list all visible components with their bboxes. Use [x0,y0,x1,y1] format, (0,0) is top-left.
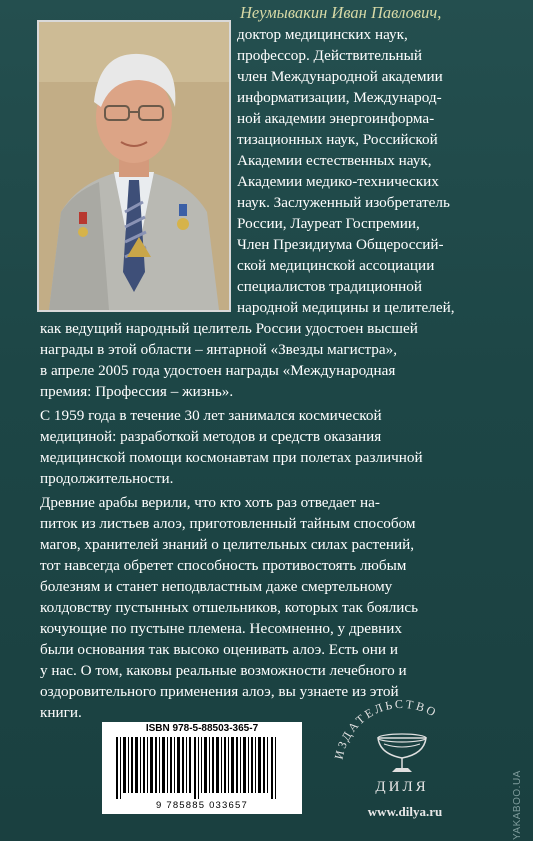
bio-line: премия: Профессия – жизнь». [40,383,234,400]
paragraph-line: книги. [40,704,82,721]
paragraph-line: болезням и станет неподвластным даже смертельному [40,578,393,595]
watermark: YAKABOO.UA [512,770,523,840]
author-photo [37,20,231,312]
bio-line: Член Президиума Общероссий- [237,236,444,253]
publisher-arc-text: ИЗДАТЕЛЬСТВО [331,698,441,761]
bio-line: Академии медико-технических [237,173,439,190]
bio-line: специалистов традиционной [237,278,423,295]
author-name: Неумывакин Иван Павлович, [240,3,442,22]
bio-line: России, Лауреат Госпремии, [237,215,420,232]
bio-line: ной академии энергоинформа- [237,110,435,127]
bio-line: наук. Заслуженный изобретатель [237,194,450,211]
bio-line: тизационных наук, Российской [237,131,438,148]
paragraph-line: медициной: разработкой методов и средств оказания [40,428,382,445]
barcode-digits: 9 785885 033657 [156,800,248,811]
paragraph-line: у нас. О том, каковы реальные возможности лечебного и [40,662,407,679]
publisher-emblem-icon [322,698,482,782]
bio-line: член Международной академии [237,68,443,85]
paragraph-line: тот навсегда обретет способность противостоять любым [40,557,407,574]
publisher-name: ДИЛЯ [375,779,429,795]
barcode-icon [108,737,296,799]
isbn-label: ISBN 978-5-88503-365-7 [145,723,259,734]
bio-line: народной медицины и целителей, [237,299,455,316]
paragraph-line: колдовству пустынных отшельников, которых так боялись [40,599,419,616]
paragraph-line: питок из листьев алоэ, приготовленный тайным способом [40,515,416,532]
paragraph-line: магов, хранителей знаний о целительных силах растений, [40,536,415,553]
bio-line: Академии естественных наук, [237,152,432,169]
paragraph-line: С 1959 года в течение 30 лет занимался космической [40,407,382,424]
publisher-url: www.dilya.ru [367,804,443,819]
paragraph-line: кочующие по пустыне племена. Несомненно, у древних [40,620,403,637]
bio-line: награды в этой области – янтарной «Звезды магистра», [40,341,398,358]
paragraph-line: продолжительности. [40,470,174,487]
isbn-barcode-box [102,722,302,814]
paragraph-line: оздоровительного применения алоэ, вы узнаете из этой [40,683,399,700]
bio-line: доктор медицинских наук, [237,26,408,43]
paragraph-line: были основания так высоко оценивать алоэ. Есть они и [40,641,398,658]
bio-line: информатизации, Международ- [237,89,442,106]
paragraph-line: медицинской помощи космонавтам при полетах различной [40,449,423,466]
bio-line: ской медицинской ассоциации [237,257,435,274]
bio-line: в апреле 2005 года удостоен награды «Международная [40,362,396,379]
bio-line: как ведущий народный целитель России удостоен высшей [40,320,418,337]
author-portrait-image [39,22,229,310]
paragraph-line: Древние арабы верили, что кто хоть раз отведает на- [40,494,380,511]
bio-line: профессор. Действительный [237,47,422,64]
